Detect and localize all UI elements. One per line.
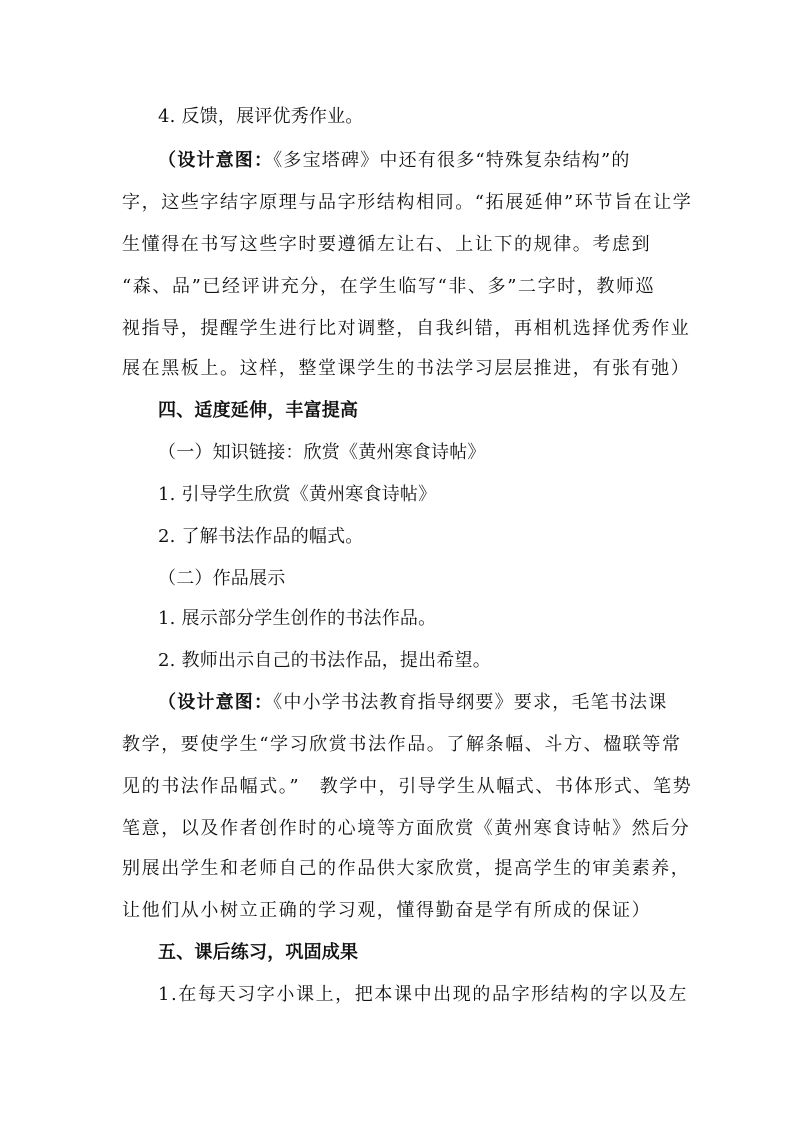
step-4-feedback: 4. 反馈，展评优秀作业。 xyxy=(158,106,364,127)
subsection-knowledge-link: （一）知识链接：欣赏《黄州寒食诗帖》 xyxy=(158,442,486,463)
display-item-1: 1. 展示部分学生创作的书法作品。 xyxy=(158,608,437,629)
design-intent-1-line-5: 视指导，提醒学生进行比对调整，自我纠错，再相机选择优秀作业 xyxy=(122,318,691,339)
design-intent-1-line-3: 生懂得在书写这些字时要遵循左让右、上让下的规律。考虑到 xyxy=(122,234,652,255)
design-intent-2-line-6: 让他们从小树立正确的学习观，懂得勤奋是学有所成的保证） xyxy=(122,900,652,921)
design-intent-2-line-3: 见的书法作品幅式。” 教学中，引导学生从幅式、书体形式、笔势 xyxy=(122,776,693,797)
exercise-item-1: 1.在每天习字小课上，把本课中出现的品字形结构的字以及左 xyxy=(158,984,688,1005)
display-item-2: 2. 教师出示自己的书法作品，提出希望。 xyxy=(158,650,491,671)
section-heading-4: 四、适度延伸，丰富提高 xyxy=(158,400,359,421)
design-intent-1-line-2: 字，这些字结字原理与品字形结构相同。“拓展延伸”环节旨在让学 xyxy=(122,192,693,213)
knowledge-item-2: 2. 了解书法作品的幅式。 xyxy=(158,526,364,547)
knowledge-item-1: 1. 引导学生欣赏《黄州寒食诗帖》 xyxy=(158,484,437,505)
design-intent-2-line-4: 笔意，以及作者创作时的心境等方面欣赏《黄州寒食诗帖》然后分 xyxy=(122,818,691,839)
design-intent-2-line-1: （设计意图：《中小学书法教育指导纲要》要求，毛笔书法课 xyxy=(158,692,668,713)
subsection-works-display: （二）作品展示 xyxy=(158,568,286,589)
design-intent-2-line-5: 别展出学生和老师自己的作品供大家欣赏，提高学生的审美素养， xyxy=(122,858,691,879)
design-intent-1-line-6: 展在黑板上。这样，整堂课学生的书法学习层层推进，有张有弛） xyxy=(122,358,691,379)
section-heading-5: 五、课后练习，巩固成果 xyxy=(158,942,359,963)
design-intent-1-line-4: “森、品”已经评讲充分，在学生临写“非、多”二字时，教师巡 xyxy=(122,276,656,297)
design-intent-1-line-1: （设计意图：《多宝塔碑》中还有很多“特殊复杂结构”的 xyxy=(158,150,631,171)
design-intent-2-line-2: 教学，要使学生“学习欣赏书法作品。了解条幅、斗方、楹联等常 xyxy=(122,734,682,755)
